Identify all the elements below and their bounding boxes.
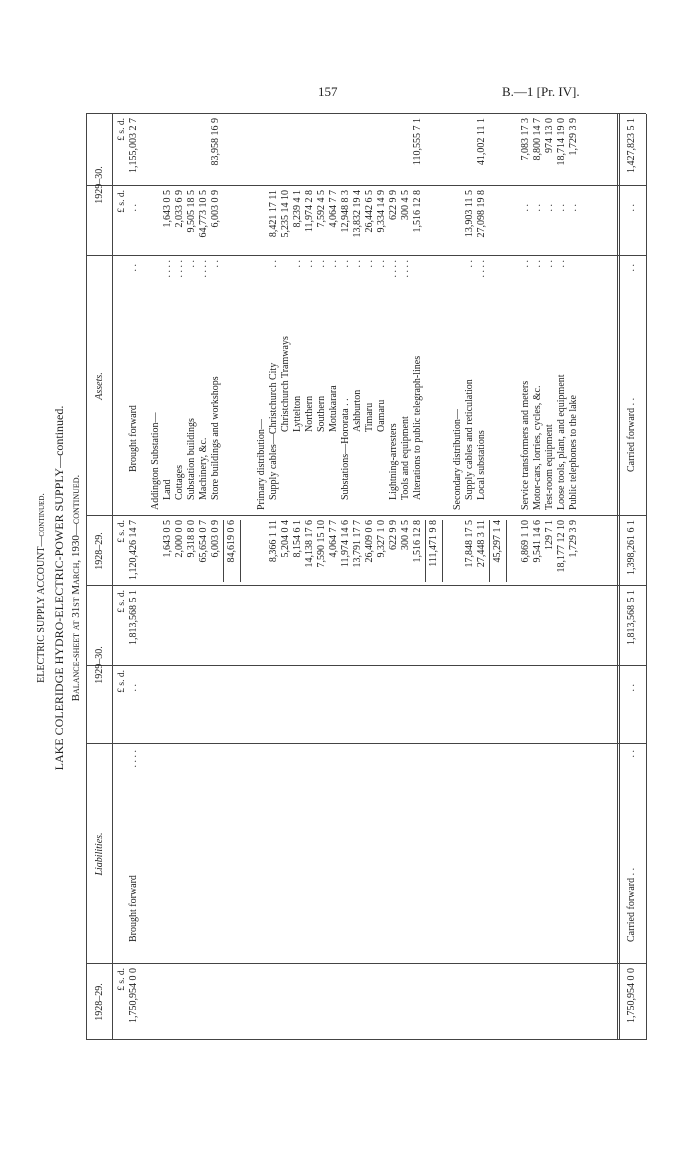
asset-item-label: Timaru — [364, 402, 375, 432]
asset-item-label: Substations—Hororata . . — [340, 398, 351, 500]
asset-item-1929: 7,083 17 3 — [520, 118, 531, 161]
asset-item-mid: . . — [568, 204, 579, 212]
asset-item-mid: . . — [556, 204, 567, 212]
lsd-heading: £ s. d. — [117, 968, 127, 991]
header-asset-1929: 1929–30. — [94, 166, 105, 204]
group-total-1928: 84,619 0 6 — [226, 520, 237, 563]
asset-item-1928: 14,138 17 6 — [304, 520, 315, 568]
asset-item-label: Service transformers and meters — [520, 380, 531, 510]
asset-item-label: Motor-cars, lorries, cycles, &c. — [532, 385, 543, 510]
asset-item-1928: 18,177 12 10 — [556, 520, 567, 573]
liab-brought-1928: 1,750,954 0 0 — [128, 968, 139, 1023]
group-rule — [240, 520, 241, 582]
asset-item-mid: . . — [544, 204, 555, 212]
asset-carried-1929: 1,427,823 5 1 — [626, 118, 637, 173]
lsd-heading: £ s. d. — [117, 520, 127, 543]
col-sep — [86, 743, 646, 744]
asset-item-1929: 13,903 11 5 — [464, 190, 475, 238]
asset-item-label: Store buildings and workshops — [210, 376, 221, 500]
liab-carried-label: Carried forward . . — [626, 867, 637, 942]
col-sep — [86, 665, 646, 666]
asset-item-label: Southern — [316, 395, 327, 432]
header-rule — [112, 114, 113, 1040]
lsd-heading: £ s. d. — [117, 190, 127, 213]
header-liab-1929: 1929–30. — [94, 646, 105, 684]
asset-item-1928: 9,327 1 0 — [376, 520, 387, 558]
asset-item-1929: 26,442 6 5 — [364, 190, 375, 233]
asset-item-1929: 4,064 7 7 — [328, 190, 339, 228]
group-total-1928: 111,471 9 8 — [428, 520, 439, 567]
lsd-heading: £ s. d. — [117, 670, 127, 693]
supply-title: LAKE COLERIDGE HYDRO-ELECTRIC-POWER SUPPLY—continued. — [52, 405, 66, 771]
asset-item-1929: 9,334 14 9 — [376, 190, 387, 233]
asset-item-1929: 11,974 2 8 — [304, 190, 315, 233]
asset-brought-1928: 1,120,426 14 7 — [128, 520, 139, 580]
col-sep — [86, 963, 646, 964]
asset-item-1929: 1,516 12 8 — [412, 190, 423, 233]
asset-item-dots: . . . . — [476, 260, 487, 278]
asset-item-label: Oamaru — [376, 399, 387, 432]
asset-item-label: Supply cables—Christchurch City — [268, 362, 279, 500]
left-border — [86, 1039, 646, 1040]
asset-item-mid: . . — [520, 204, 531, 212]
asset-item-1928: 300 4 5 — [400, 520, 411, 550]
asset-item-label: Lyttelton — [292, 395, 303, 432]
asset-item-1928: 27,448 3 11 — [476, 520, 487, 568]
liab-brought-1929: 1,813,568 5 1 — [128, 590, 139, 645]
asset-item-1928: 622 9 9 — [388, 520, 399, 550]
asset-item-dots: . . — [292, 260, 303, 268]
report-reference: B.—1 [Pr. IV]. — [502, 84, 580, 99]
asset-item-1928: 1,643 0 5 — [162, 520, 173, 558]
asset-item-label: Substation buildings — [186, 418, 197, 500]
asset-item-dots: . . — [532, 260, 543, 268]
bottom-rule — [646, 114, 647, 1040]
asset-item-dots: . . — [340, 260, 351, 268]
subtotal-rule — [489, 520, 490, 582]
asset-item-1928: 11,974 14 6 — [340, 520, 351, 568]
top-rule — [86, 114, 87, 1040]
asset-item-1929: 1,729 3 9 — [568, 118, 579, 156]
asset-item-dots: . . — [304, 260, 315, 268]
header-liab-1928: 1928–29. — [94, 983, 105, 1021]
asset-item-1928: 7,590 15 10 — [316, 520, 327, 568]
group-rule — [506, 520, 507, 582]
asset-carried-label: Carried forward . . — [626, 397, 637, 472]
asset-item-dots: . . — [520, 260, 531, 268]
asset-item-dots: . . — [352, 260, 363, 268]
carried-rule — [617, 114, 618, 1040]
group-total-1929: 110,555 7 1 — [412, 118, 423, 166]
liab-carried-dots: . . — [626, 750, 637, 758]
col-sep — [86, 515, 646, 516]
asset-brought-1929: 1,155,003 2 7 — [128, 118, 139, 173]
asset-item-1928: 26,409 0 6 — [364, 520, 375, 563]
page-number: 157 — [318, 84, 338, 99]
asset-item-1929: 64,773 10 5 — [198, 190, 209, 238]
asset-item-label: Supply cables and reticulation — [464, 379, 475, 500]
asset-item-1929: 8,421 17 11 — [268, 190, 279, 238]
asset-item-1928: 5,204 0 4 — [280, 520, 291, 558]
asset-item-1929: 974 13 0 — [544, 118, 555, 153]
asset-item-dots: . . — [316, 260, 327, 268]
asset-item-label: Ashburton — [352, 389, 363, 432]
subtotal-rule — [223, 520, 224, 582]
asset-item-1929: 1,643 0 5 — [162, 190, 173, 228]
asset-item-dots: . . — [556, 260, 567, 268]
account-title: ELECTRIC SUPPLY ACCOUNT—continued. — [36, 493, 47, 683]
asset-item-dots: . . — [210, 260, 221, 268]
asset-brought-dots: . . — [128, 264, 139, 272]
asset-item-1928: 17,848 17 5 — [464, 520, 475, 568]
asset-item-1928: 9,541 14 6 — [532, 520, 543, 563]
asset-item-1928: 1,729 3 9 — [568, 520, 579, 558]
asset-item-dots: . . . . — [162, 260, 173, 278]
asset-item-label: Motukarara — [328, 385, 339, 432]
header-assets: Assets. — [94, 372, 105, 400]
asset-item-dots: . . — [268, 260, 279, 268]
group-total-1928: 45,297 1 4 — [492, 520, 503, 563]
asset-item-1929: 9,505 18 5 — [186, 190, 197, 233]
asset-item-label: Christchurch Tramways — [280, 336, 291, 432]
liab-brought-label: Brought forward — [128, 875, 139, 942]
asset-item-label: Cottages — [174, 465, 185, 500]
right-border — [86, 113, 646, 114]
asset-item-1928: 13,791 17 7 — [352, 520, 363, 568]
asset-item-1928: 129 7 1 — [544, 520, 555, 550]
liab-brought-dots: . . . . — [128, 750, 139, 768]
liab-carried-1929-mid: . . — [626, 684, 637, 692]
asset-item-label: Tools and equipment — [400, 416, 411, 500]
asset-brought-1929-mid: . . — [128, 204, 139, 212]
asset-item-label: Lightning-arresters — [388, 423, 399, 500]
asset-carried-dots: . . — [626, 264, 637, 272]
asset-item-dots: . . . . — [400, 260, 411, 278]
asset-item-dots: . . . . — [174, 260, 185, 278]
asset-item-dots: . . . . — [198, 260, 209, 278]
asset-item-dots: . . — [328, 260, 339, 268]
asset-item-dots: . . — [376, 260, 387, 268]
asset-item-label: Alterations to public telegraph-lines — [412, 355, 423, 500]
group-heading-primary: Primary distribution— — [256, 419, 267, 510]
asset-item-dots: . . — [186, 260, 197, 268]
asset-item-dots: . . — [464, 260, 475, 268]
asset-brought-label: Brought forward — [128, 405, 139, 472]
asset-item-mid: . . — [532, 204, 543, 212]
asset-item-1929: 8,239 4 1 — [292, 190, 303, 228]
asset-item-dots: . . — [544, 260, 555, 268]
header-asset-1928: 1928–29. — [94, 532, 105, 570]
asset-item-1928: 65,654 0 7 — [198, 520, 209, 563]
asset-item-1928: 4,064 7 7 — [328, 520, 339, 558]
group-rule — [442, 520, 443, 582]
asset-item-1929: 8,800 14 7 — [532, 118, 543, 161]
asset-item-label: Local substations — [476, 430, 487, 500]
asset-item-label: Test-room equipment — [544, 424, 555, 510]
asset-carried-1929-mid: . . — [626, 204, 637, 212]
asset-item-1928: 2,000 0 0 — [174, 520, 185, 558]
asset-item-label: Loose tools, plant, and equipment — [556, 374, 567, 510]
asset-item-1929: 18,714 19 0 — [556, 118, 567, 166]
asset-item-1929: 27,098 19 8 — [476, 190, 487, 238]
group-heading-secondary: Secondary distribution— — [452, 409, 463, 510]
asset-item-1929: 300 4 5 — [400, 190, 411, 220]
liab-carried-1928: 1,750,954 0 0 — [626, 968, 637, 1023]
asset-item-label: Machinery, &c. — [198, 437, 209, 500]
asset-item-1929: 622 9 9 — [388, 190, 399, 220]
lsd-heading: £ s. d. — [117, 590, 127, 613]
group-total-1929: 41,002 11 1 — [476, 118, 487, 166]
asset-item-dots: . . — [364, 260, 375, 268]
asset-carried-1928: 1,398,261 6 1 — [626, 520, 637, 575]
asset-item-1928: 1,516 12 8 — [412, 520, 423, 563]
asset-item-1929: 6,003 0 9 — [210, 190, 221, 228]
group-heading-addington: Addington Substation— — [150, 412, 161, 510]
asset-item-1929: 2,033 6 9 — [174, 190, 185, 228]
subtotal-rule — [425, 520, 426, 582]
group-total-1929: 83,958 16 9 — [210, 118, 221, 166]
lsd-heading: £ s. d. — [117, 118, 127, 141]
asset-item-1928: 6,003 0 9 — [210, 520, 221, 558]
header-liabilities: Liabilities. — [94, 832, 105, 876]
asset-item-1928: 6,869 1 10 — [520, 520, 531, 563]
asset-item-label: Public telephones to the lake — [568, 395, 579, 510]
asset-item-label: Land — [162, 479, 173, 500]
carried-rule — [619, 114, 620, 1040]
asset-item-1928: 8,366 1 11 — [268, 520, 279, 563]
asset-item-1928: 9,318 8 0 — [186, 520, 197, 558]
asset-item-1929: 5,235 14 10 — [280, 190, 291, 238]
asset-item-label: Northern — [304, 395, 315, 432]
asset-item-1929: 7,592 4 5 — [316, 190, 327, 228]
asset-item-dots: . . . . — [388, 260, 399, 278]
balance-sheet-title: Balance-sheet at 31st March, 1930—continued. — [70, 474, 82, 702]
asset-item-1928: 8,154 6 1 — [292, 520, 303, 558]
asset-item-1929: 12,948 8 3 — [340, 190, 351, 233]
liab-carried-1929: 1,813,568 5 1 — [626, 590, 637, 645]
liab-brought-1929-mid: . . — [128, 684, 139, 692]
asset-item-1929: 13,832 19 4 — [352, 190, 363, 238]
